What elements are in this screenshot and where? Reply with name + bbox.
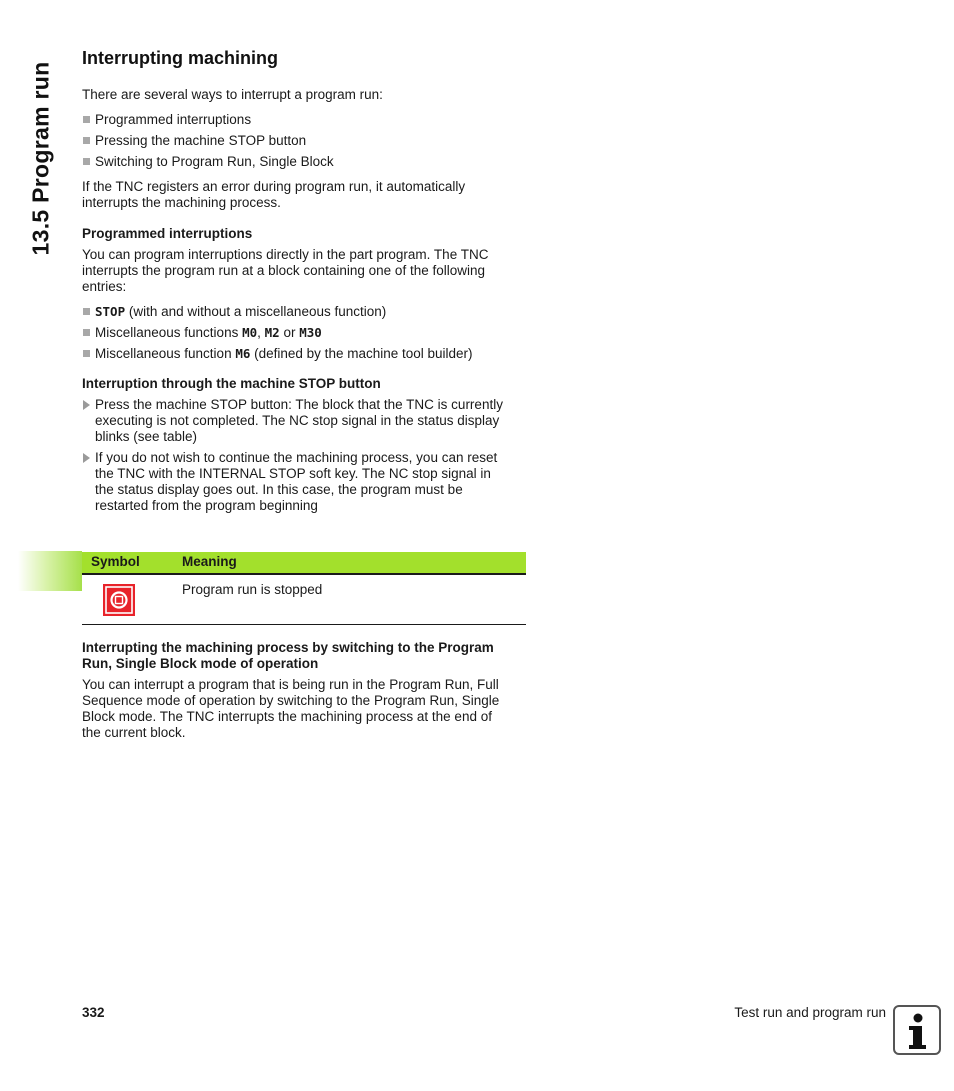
list-item: Pressing the machine STOP button	[82, 133, 526, 149]
programmed-text: You can program interruptions directly in the part program. The TNC interrupts the program run at a block containing one of the following entries:	[82, 247, 489, 294]
step-item: If you do not wish to continue the machining process, you can reset the TNC with the INTERNAL STOP soft key. The NC stop signal in the status display goes out. In this case, the program must be restarted from the program beginning	[82, 450, 526, 514]
chapter-tab-marker	[18, 551, 82, 591]
subheading-single-block: Interrupting the machining process by switching to the Program Run, Single Block mode of operation	[82, 640, 494, 671]
subheading-programmed: Programmed interruptions	[82, 226, 253, 241]
bullet-square-icon	[83, 116, 90, 123]
bullet-square-icon	[83, 350, 90, 357]
page-number: 332	[82, 1005, 105, 1020]
side-chapter-title-text: 13.5 Program run	[27, 61, 54, 255]
list-item: Switching to Program Run, Single Block	[82, 154, 526, 170]
bullet-square-icon	[83, 158, 90, 165]
bullet-square-icon	[83, 329, 90, 336]
list-item: Miscellaneous functions M0, M2 or M30	[82, 325, 526, 341]
info-icon[interactable]	[893, 1005, 941, 1055]
table-header-meaning: Meaning	[182, 554, 237, 569]
list-item: Programmed interruptions	[82, 112, 526, 128]
side-chapter-title	[20, 48, 62, 268]
single-block-text: You can interrupt a program that is being run in the Program Run, Full Sequence mode of operation by switching to the Program Run, Single Block mode. The TNC interrupts the machining process at the end of the current block.	[82, 677, 500, 740]
list-item: Miscellaneous function M6 (defined by the machine tool builder)	[82, 346, 526, 362]
subheading-stop-button: Interruption through the machine STOP button	[82, 376, 381, 391]
symbol-table	[82, 552, 526, 625]
table-header	[82, 552, 526, 575]
table-row	[82, 575, 526, 625]
nc-stop-icon	[103, 584, 135, 616]
table-cell-meaning: Program run is stopped	[182, 582, 323, 597]
section-heading: Interrupting machining	[82, 48, 278, 68]
table-header-symbol: Symbol	[91, 554, 140, 569]
step-arrow-icon	[83, 400, 90, 410]
bullet-square-icon	[83, 308, 90, 315]
error-note: If the TNC registers an error during program run, it automatically interrupts the machining process.	[82, 179, 466, 210]
intro-text: There are several ways to interrupt a program run:	[82, 87, 383, 102]
bullet-square-icon	[83, 137, 90, 144]
step-item: Press the machine STOP button: The block that the TNC is currently executing is not completed. The NC stop signal in the status display blinks (see table)	[82, 397, 526, 445]
footer-chapter-title: Test run and program run	[734, 1005, 886, 1020]
list-item: STOP (with and without a miscellaneous function)	[82, 304, 526, 320]
step-arrow-icon	[83, 453, 90, 463]
